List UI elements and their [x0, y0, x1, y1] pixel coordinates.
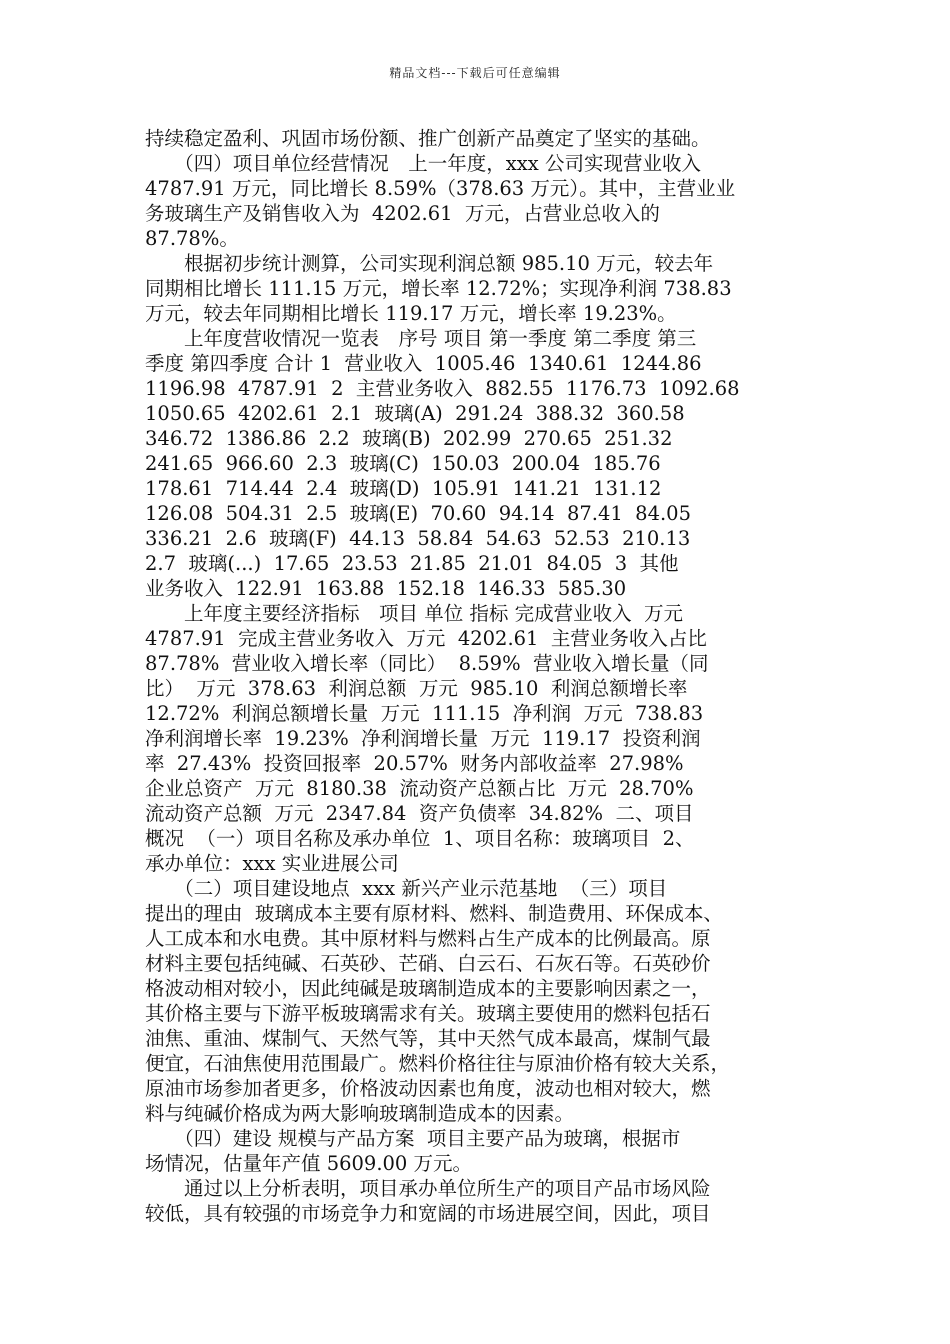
- text-line: 上年度营收情况一览表 序号 项目 第一季度 第二季度 第三: [145, 327, 697, 350]
- text-line: 场情况，估量年产值 5609.00 万元。: [145, 1152, 473, 1175]
- text-line: 率 27.43% 投资回报率 20.57% 财务内部收益率 27.98%: [145, 752, 684, 775]
- text-line: 持续稳定盈利、巩固市场份额、推广创新产品奠定了坚实的基础。: [145, 127, 711, 150]
- text-line: 企业总资产 万元 8180.38 流动资产总额占比 万元 28.70%: [145, 777, 694, 800]
- text-line: 2.7 玻璃(...) 17.65 23.53 21.85 21.01 84.05 3 其他: [145, 552, 679, 575]
- text-line: 126.08 504.31 2.5 玻璃(E) 70.60 94.14 87.41 84.05: [145, 502, 691, 525]
- text-line: 12.72% 利润总额增长量 万元 111.15 净利润 万元 738.83: [145, 702, 704, 725]
- text-line: 流动资产总额 万元 2347.84 资产负债率 34.82% 二、项目: [145, 802, 694, 825]
- text-line: （二）项目建设地点 xxx 新兴产业示范基地 （三）项目: [145, 877, 668, 900]
- page-header: 精品文档---下载后可任意编辑: [389, 66, 561, 80]
- text-line: 根据初步统计测算，公司实现利润总额 985.10 万元，较去年: [145, 252, 714, 275]
- text-line: 1196.98 4787.91 2 主营业务收入 882.55 1176.73 1092.68: [145, 377, 740, 400]
- text-line: 上年度主要经济指标 项目 单位 指标 完成营业收入 万元: [145, 602, 683, 625]
- text-line: 原油市场参加者更多，价格波动因素也角度，波动也相对较大，燃: [145, 1077, 711, 1100]
- text-line: 油焦、重油、煤制气、天然气等，其中天然气成本最高，煤制气最: [145, 1027, 711, 1050]
- text-line: 便宜，石油焦使用范围最广。燃料价格往往与原油价格有较大关系，: [145, 1052, 731, 1075]
- text-line: 净利润增长率 19.23% 净利润增长量 万元 119.17 投资利润: [145, 727, 701, 750]
- text-line: 178.61 714.44 2.4 玻璃(D) 105.91 141.21 131.12: [145, 477, 662, 500]
- text-line: 较低，具有较强的市场竞争力和宽阔的市场进展空间，因此，项目: [145, 1202, 711, 1225]
- text-line: （四）建设 规模与产品方案 项目主要产品为玻璃，根据市: [145, 1127, 681, 1150]
- text-line: 1050.65 4202.61 2.1 玻璃(A) 291.24 388.32 360.58: [145, 402, 685, 425]
- text-line: 同期相比增长 111.15 万元，增长率 12.72%；实现净利润 738.83: [145, 277, 732, 300]
- text-line: 336.21 2.6 玻璃(F) 44.13 58.84 54.63 52.53 210.13: [145, 527, 691, 550]
- text-line: 务玻璃生产及销售收入为 4202.61 万元，占营业总收入的: [145, 202, 660, 225]
- text-line: （四）项目单位经营情况 上一年度，xxx 公司实现营业收入: [145, 152, 701, 175]
- text-line: 241.65 966.60 2.3 玻璃(C) 150.03 200.04 185.76: [145, 452, 661, 475]
- text-line: 其价格主要与下游平板玻璃需求有关。玻璃主要使用的燃料包括石: [145, 1002, 711, 1025]
- document-body: [145, 126, 807, 1226]
- text-line: 万元，较去年同期相比增长 119.17 万元，增长率 19.23%。: [145, 302, 677, 325]
- text-line: 87.78%。: [145, 227, 239, 250]
- text-line: 4787.91 完成主营业务收入 万元 4202.61 主营业务收入占比: [145, 627, 707, 650]
- text-line: 人工成本和水电费。其中原材料与燃料占生产成本的比例最高。原: [145, 927, 711, 950]
- text-line: 346.72 1386.86 2.2 玻璃(B) 202.99 270.65 251.32: [145, 427, 673, 450]
- text-line: 季度 第四季度 合计 1 营业收入 1005.46 1340.61 1244.86: [145, 352, 702, 375]
- text-line: 通过以上分析表明，项目承办单位所生产的项目产品市场风险: [145, 1177, 711, 1200]
- text-line: 料与纯碱价格成为两大影响玻璃制造成本的因素。: [145, 1102, 575, 1125]
- text-line: 承办单位：xxx 实业进展公司: [145, 852, 399, 875]
- text-line: 概况 （一）项目名称及承办单位 1、项目名称：玻璃项目 2、: [145, 827, 695, 850]
- text-line: 材料主要包括纯碱、石英砂、芒硝、白云石、石灰石等。石英砂价: [145, 952, 711, 975]
- text-line: 格波动相对较小，因此纯碱是玻璃制造成本的主要影响因素之一，: [145, 977, 711, 1000]
- text-line: 87.78% 营业收入增长率（同比） 8.59% 营业收入增长量（同: [145, 652, 709, 675]
- text-line: 比） 万元 378.63 利润总额 万元 985.10 利润总额增长率: [145, 677, 688, 700]
- text-line: 4787.91 万元，同比增长 8.59%（378.63 万元）。其中，主营业业: [145, 177, 736, 200]
- text-line: 业务收入 122.91 163.88 152.18 146.33 585.30: [145, 577, 627, 600]
- text-line: 提出的理由 玻璃成本主要有原材料、燃料、制造费用、环保成本、: [145, 902, 723, 925]
